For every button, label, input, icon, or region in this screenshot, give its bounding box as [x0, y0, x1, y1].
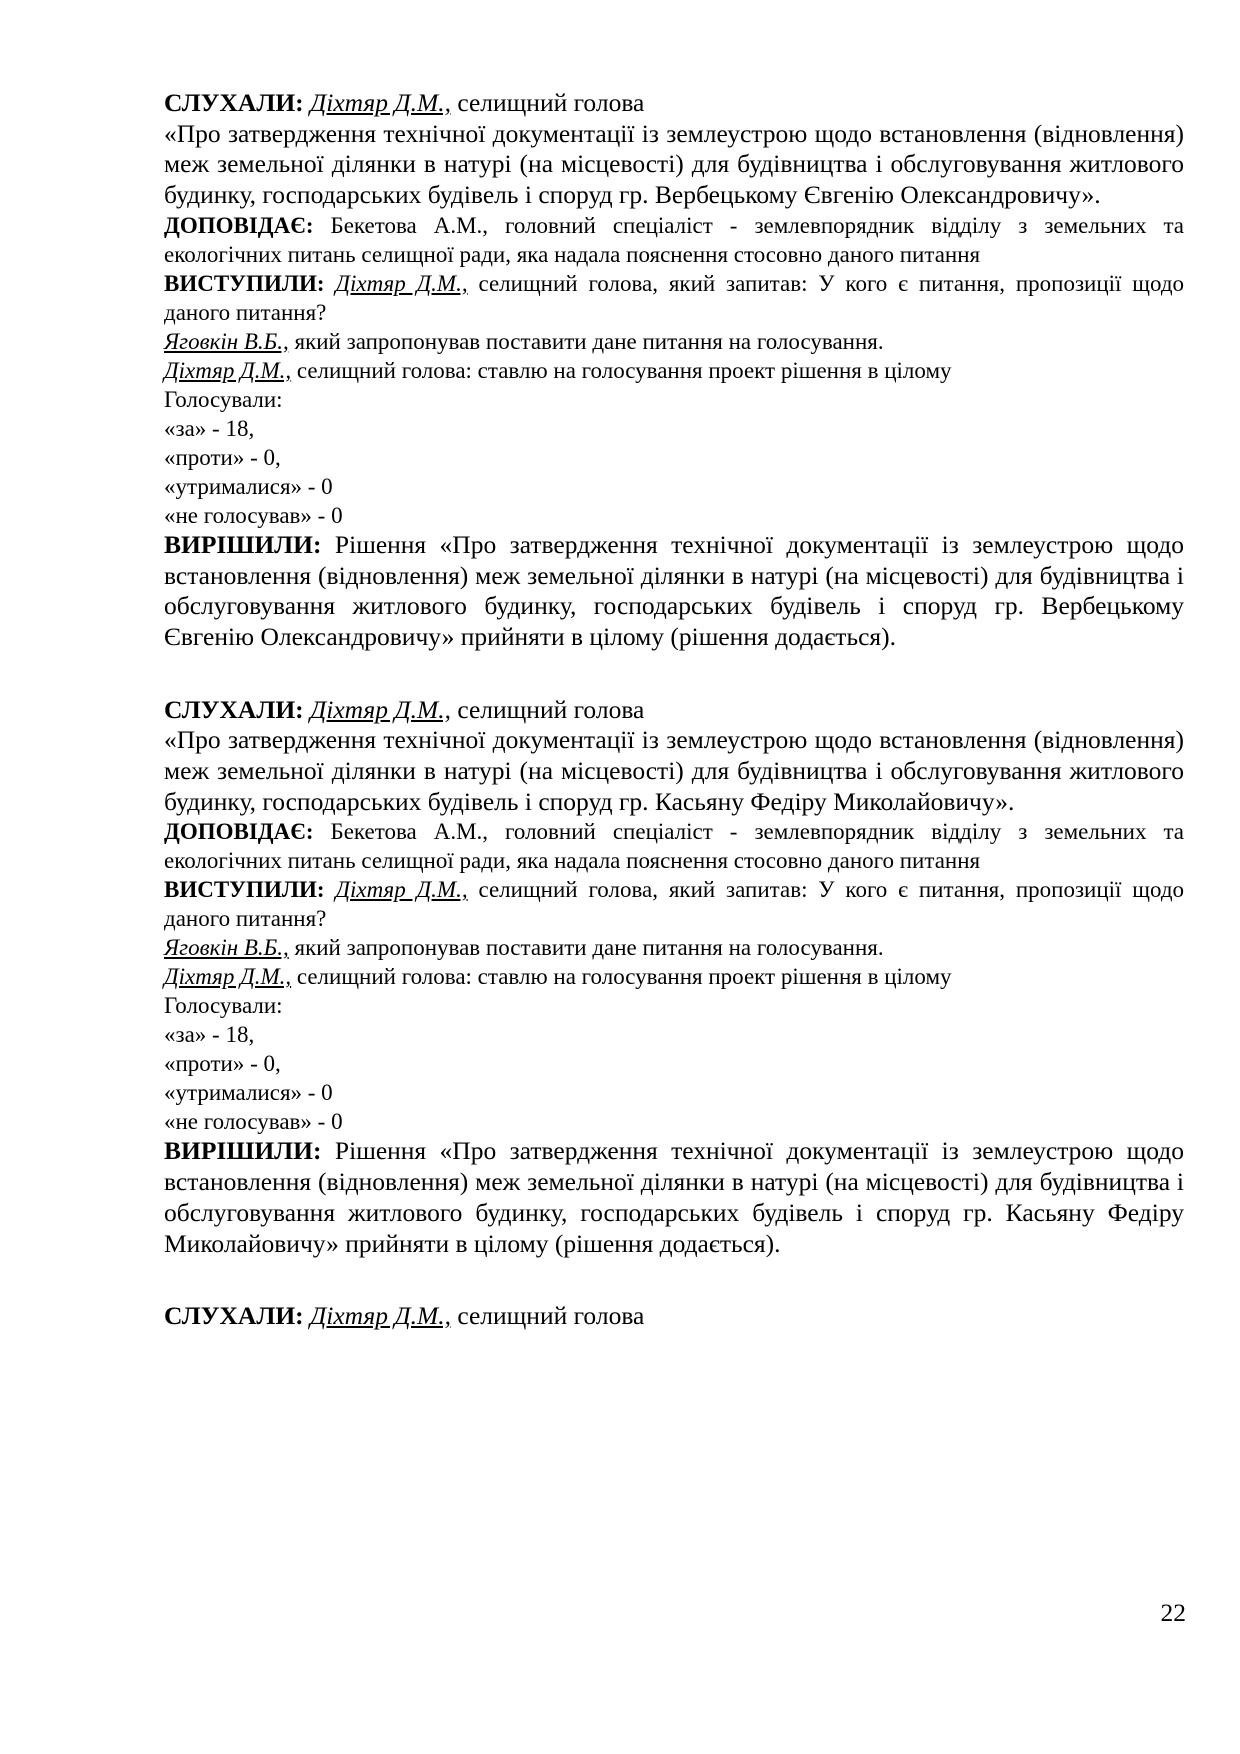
agenda-topic: «Про затвердження технічної документації із землеустрою щодо встановлення (відновлення) меж земельної ділянки в натурі (на місцевості) для будівництва і обслуговування житлового будинку, господарських будівель і споруд гр. Вербецькому Євгенію Олександровичу».	[164, 118, 1184, 210]
voted-label: Голосували:	[164, 993, 283, 1019]
vote-for: «за» - 18,	[164, 415, 255, 441]
report-line: ДОПОВІДАЄ: Бекетова А.М., головний спеціаліст - землевпорядник відділу з земельних та екологічних питань селищної ради, яка надала пояснення стосовно даного питання	[164, 819, 1184, 874]
voted-label: Голосували:	[164, 386, 283, 412]
vote-not-voted: «не голосував» - 0	[164, 502, 343, 528]
heard-line: СЛУХАЛИ: Діхтяр Д.М., селищний голова	[164, 88, 645, 117]
agenda-item-1	[164, 88, 1184, 653]
vote-against: «проти» - 0,	[164, 1051, 281, 1077]
vote-not-voted: «не голосував» - 0	[164, 1109, 343, 1135]
speaker-name: Діхтяр Д.М.,	[310, 88, 451, 117]
report-line: ДОПОВІДАЄ: Бекетова А.М., головний спеціаліст - землевпорядник відділу з земельних та екологічних питань селищної ради, яка надала пояснення стосовно даного питання	[164, 212, 1184, 267]
heard-line: СЛУХАЛИ: Діхтяр Д.М., селищний голова	[164, 1301, 645, 1331]
decision-line: ВИРІШИЛИ: Рішення «Про затвердження технічної документації із землеустрою щодо встановлення (відновлення) меж земельної ділянки в натурі (на місцевості) для будівництва і обслуговування житлового будинку, господарських будівель і споруд гр. Вербецькому Євгенію Олександровичу» прийняти в цілому (рішення додається).	[164, 529, 1184, 651]
vote-abstain: «утрималися» - 0	[164, 473, 333, 499]
speakers-line: ВИСТУПИЛИ: Діхтяр Д.М., селищний голова, який запитав: У кого є питання, пропозиції щодо даного питання?	[164, 877, 1185, 932]
speakers-line: ВИСТУПИЛИ: Діхтяр Д.М., селищний голова, який запитав: У кого є питання, пропозиції щодо даного питання?	[164, 270, 1185, 325]
speaker-name: Діхтяр Д.М.,	[310, 1301, 451, 1331]
proposal-line: Яговкін В.Б., який запропонував поставити дане питання на голосування.	[164, 935, 884, 961]
vote-for: «за» - 18,	[164, 1022, 255, 1048]
speaker-name: Діхтяр Д.М.,	[310, 694, 451, 724]
document-body	[164, 88, 1184, 1332]
agenda-item-3	[164, 1301, 1184, 1332]
vote-against: «проти» - 0,	[164, 444, 281, 470]
agenda-item-2	[164, 695, 1184, 1260]
speaker-name: Яговкін В.Б.,	[164, 935, 289, 961]
vote-call-line: Діхтяр Д.М., селищний голова: ставлю на голосування проект рішення в цілому	[164, 964, 952, 990]
page-number: 22	[1160, 1598, 1186, 1627]
agenda-topic: «Про затвердження технічної документації із землеустрою щодо встановлення (відновлення) меж земельної ділянки в натурі (на місцевості) для будівництва і обслуговування житлового будинку, господарських будівель і споруд гр. Касьяну Федіру Миколайовичу».	[164, 725, 1184, 816]
vote-abstain: «утрималися» - 0	[164, 1080, 333, 1106]
speaker-name: Діхтяр Д.М.,	[164, 964, 292, 990]
proposal-line: Яговкін В.Б., який запропонував поставити дане питання на голосування.	[164, 328, 884, 354]
speaker-name: Діхтяр Д.М.,	[164, 357, 292, 383]
heard-line: СЛУХАЛИ: Діхтяр Д.М., селищний голова	[164, 694, 645, 724]
speaker-name: Діхтяр Д.М.,	[335, 877, 468, 903]
speaker-name: Діхтяр Д.М.,	[335, 270, 468, 296]
vote-call-line: Діхтяр Д.М., селищний голова: ставлю на голосування проект рішення в цілому	[164, 357, 952, 383]
decision-line: ВИРІШИЛИ: Рішення «Про затвердження технічної документації із землеустрою щодо встановлення (відновлення) меж земельної ділянки в натурі (на місцевості) для будівництва і обслуговування житлового будинку, господарських будівель і споруд гр. Касьяну Федіру Миколайовичу» прийняти в цілому (рішення додається).	[164, 1136, 1184, 1258]
speaker-name: Яговкін В.Б.,	[164, 328, 289, 354]
